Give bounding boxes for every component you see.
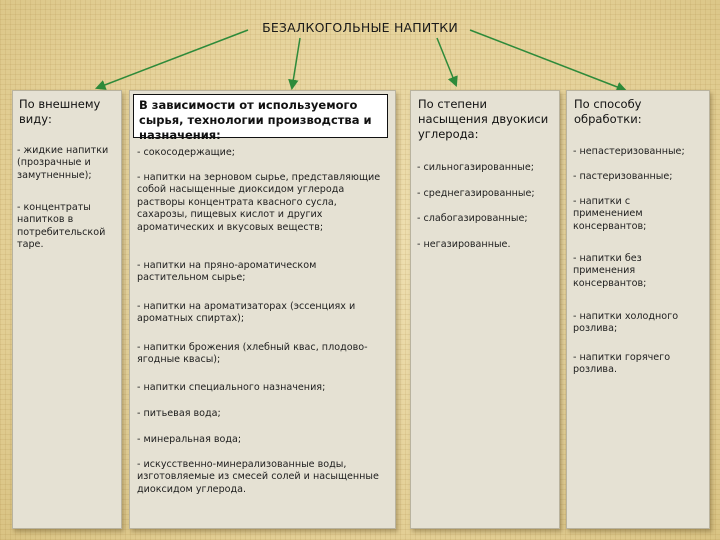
column-4-item-1: - непастеризованные; <box>573 146 685 157</box>
column-2-item-5: - напитки брожения (хлебный квас, плодово-ягодные квасы); <box>137 342 368 366</box>
column-2-item-2: - напитки на зерновом сырье, представляющие собой насыщенные диоксидом углерода растворы концентрата квасного сусла, сахарозы, пищевых кислот и других ароматических и вкусовых веществ; <box>137 172 381 233</box>
column-3-item-3: - слабогазированные; <box>417 213 528 224</box>
column-4-item-4: - напитки без применения консервантов; <box>573 253 647 289</box>
column-3-item-2: - среднегазированные; <box>417 188 535 199</box>
column-2-item-8: - минеральная вода; <box>137 434 242 445</box>
column-2-item-7: - питьевая вода; <box>137 408 221 419</box>
diagram-title: БЕЗАЛКОГОЛЬНЫЕ НАПИТКИ <box>262 20 458 35</box>
column-2-item-4: - напитки на ароматизаторах (эссенциях и ароматных спиртах); <box>137 301 356 325</box>
column-4-item-2: - пастеризованные; <box>573 171 673 182</box>
arrow-to-column-2 <box>292 38 300 88</box>
column-4-item-6: - напитки горячего розлива. <box>573 352 671 376</box>
column-header-2: В зависимости от используемого сырья, технологии производства и назначения: <box>133 94 388 138</box>
column-4-item-3: - напитки с применением консервантов; <box>573 196 647 232</box>
column-2-item-1: - сокосодержащие; <box>137 147 236 158</box>
column-1-item-1: - жидкие напитки (прозрачные и замутненные); <box>17 145 109 181</box>
column-2-item-9: - искусственно-минерализованные воды, изготовляемые из смесей солей и насыщенные диоксидом углерода. <box>137 459 379 495</box>
column-header-4: По способу обработки: <box>574 97 642 126</box>
column-3-item-1: - сильногазированные; <box>417 162 534 173</box>
column-4-item-5: - напитки холодного розлива; <box>573 311 679 335</box>
column-header-1: По внешнему виду: <box>19 97 101 126</box>
column-header-3: По степени насыщения двуокиси углерода: <box>418 97 549 141</box>
arrow-to-column-3 <box>437 38 456 85</box>
arrow-to-column-4 <box>470 30 625 90</box>
column-1-item-2: - концентраты напитков в потребительской таре. <box>17 202 106 251</box>
column-2-item-6: - напитки специального назначения; <box>137 382 326 393</box>
column-2-item-3: - напитки на пряно-ароматическом растительном сырье; <box>137 260 317 284</box>
column-panel-3 <box>410 90 560 529</box>
column-3-item-4: - негазированные. <box>417 239 511 250</box>
arrow-to-column-1 <box>97 30 248 88</box>
